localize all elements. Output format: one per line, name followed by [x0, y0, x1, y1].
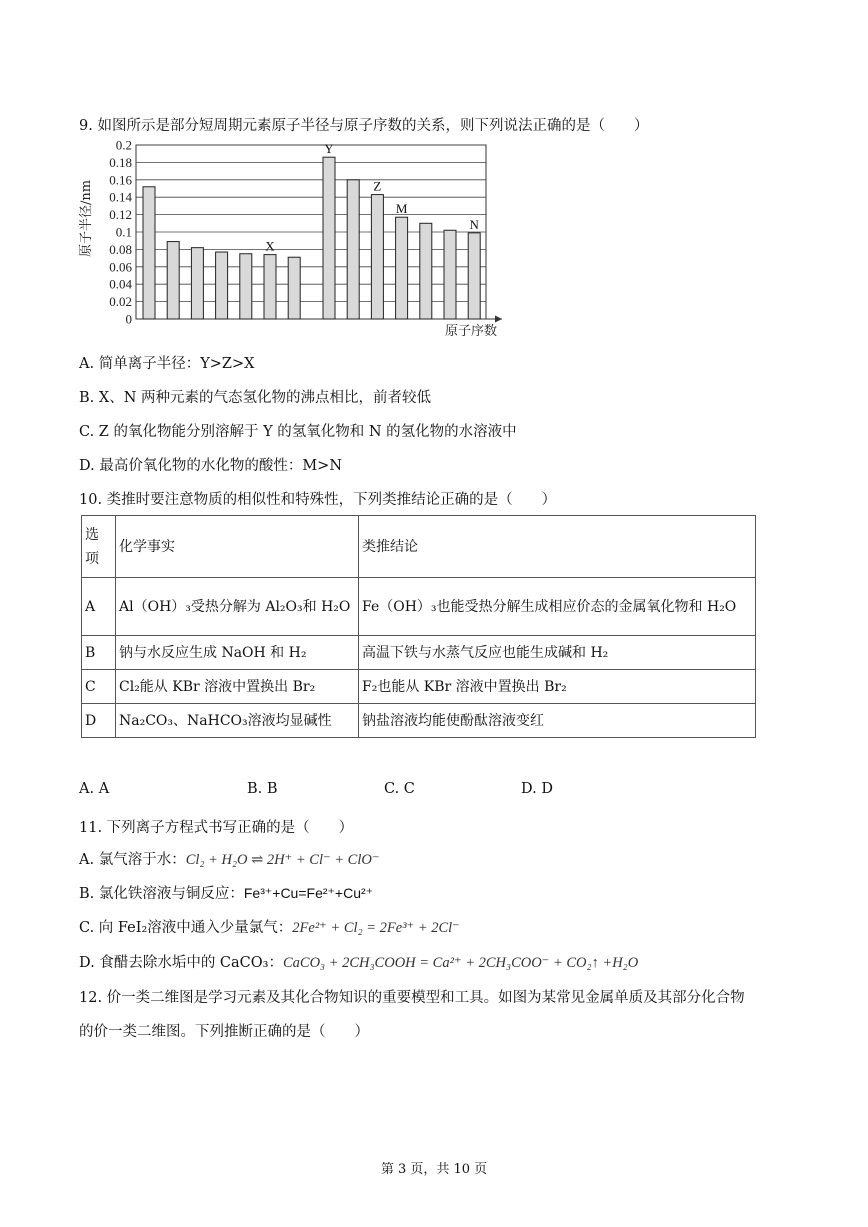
header-fact: 化学事实: [116, 516, 359, 578]
bar-label: M: [395, 201, 408, 217]
q9-option-d: D. 最高价氧化物的水化物的酸性：M>N: [79, 458, 343, 474]
q10-answer-a: A. A: [79, 781, 110, 797]
row-conclusion: F₂也能从 KBr 溶液中置换出 Br₂: [359, 670, 756, 704]
bar: [264, 255, 276, 319]
bar: [240, 254, 252, 319]
bar-label: Y: [324, 141, 334, 157]
q10-stem: 10. 类推时要注意物质的相似性和特殊性，下列类推结论正确的是（ ）: [79, 492, 557, 508]
q11-a-label: A. 氯气溶于水：: [79, 852, 186, 868]
q11-option-b: [79, 882, 373, 903]
q11-b-label: B. 氯化铁溶液与铜反应：: [79, 886, 244, 902]
page-footer: 第 3 页，共 10 页: [380, 1162, 488, 1177]
row-option: A: [82, 578, 116, 636]
row-option: D: [82, 704, 116, 738]
q9-stem: 9. 如图所示是部分短周期元素原子半径与原子序数的关系，则下列说法正确的是（ ）: [79, 118, 649, 134]
row-conclusion: 钠盐溶液均能使酚酞溶液变红: [359, 704, 756, 738]
bar-label: N: [469, 216, 479, 232]
bar: [347, 180, 359, 319]
q9-option-c: C. Z 的氧化物能分别溶解于 Y 的氢氧化物和 N 的氢化物的水溶液中: [79, 424, 517, 440]
bar: [191, 248, 203, 319]
bar: [420, 223, 432, 319]
row-option: C: [82, 670, 116, 704]
row-option: B: [82, 636, 116, 670]
q11-d-equation: CaCO₃ + 2CH₃COOH = Ca²⁺ + 2CH₃COO⁻ + CO₂↑ +H₂O: [282, 955, 639, 971]
bar: [468, 233, 480, 319]
table-row: [82, 636, 756, 670]
bar: [323, 157, 335, 319]
chart-svg: [70, 137, 520, 347]
x-axis-label: 原子序数: [445, 324, 498, 339]
table-row: [82, 704, 756, 738]
header-option: 选项: [82, 516, 116, 578]
q11-option-a: [79, 848, 380, 869]
q11-option-d: [79, 951, 638, 972]
row-fact: Na₂CO₃、NaHCO₃溶液均显碱性: [116, 704, 359, 738]
bar-label: X: [265, 238, 275, 254]
q11-b-equation: Fe³⁺+Cu=Fe²⁺+Cu²⁺: [243, 885, 374, 901]
y-tick-label: 0.02: [109, 294, 132, 310]
y-tick-label: 0.1: [115, 224, 132, 240]
table-header-row: [82, 516, 756, 578]
bar: [167, 242, 179, 319]
q10-answer-d: D. D: [521, 781, 553, 797]
bar: [216, 252, 228, 319]
y-tick-label: 0.06: [109, 259, 132, 275]
table-row: [82, 578, 756, 636]
y-tick-label: 0.14: [109, 189, 132, 205]
q11-a-equation: Cl₂ + H₂O ⇌ 2H⁺ + Cl⁻ + ClO⁻: [185, 852, 380, 868]
y-tick-label: 0.12: [109, 207, 132, 223]
row-fact: 钠与水反应生成 NaOH 和 H₂: [116, 636, 359, 670]
atomic-radius-chart: [70, 137, 520, 347]
row-fact: Al（OH）₃受热分解为 Al₂O₃和 H₂O: [116, 578, 359, 636]
bar-label: Z: [373, 178, 382, 194]
q11-d-label: D. 食醋去除水垢中的 CaCO₃：: [79, 955, 283, 971]
bar: [396, 217, 408, 319]
y-tick-label: 0.04: [109, 276, 132, 292]
header-conclusion: 类推结论: [359, 516, 756, 578]
q9-option-a: A. 简单离子半径：Y>Z>X: [79, 356, 255, 372]
q9-option-b: B. X、N 两种元素的气态氢化物的沸点相比，前者较低: [79, 390, 431, 406]
q10-answer-c: C. C: [384, 781, 415, 797]
table-row: [82, 670, 756, 704]
q12-line-2: 的价一类二维图。下列推断正确的是（ ）: [79, 1024, 369, 1040]
row-fact: Cl₂能从 KBr 溶液中置换出 Br₂: [116, 670, 359, 704]
q11-c-label: C. 向 FeI₂溶液中通入少量氯气：: [79, 920, 293, 936]
row-conclusion: Fe（OH）₃也能受热分解生成相应价态的金属氧化物和 H₂O: [359, 578, 756, 636]
q10-answer-b: B. B: [247, 781, 278, 797]
y-tick-label: 0.2: [115, 137, 132, 153]
q11-stem: 11. 下列离子方程式书写正确的是（ ）: [79, 820, 354, 836]
bar: [444, 230, 456, 319]
y-tick-label: 0.16: [109, 172, 132, 188]
bar: [288, 257, 300, 319]
q11-c-equation: 2Fe²⁺ + Cl₂ = 2Fe³⁺ + 2Cl⁻: [292, 920, 460, 936]
y-tick-label: 0.18: [109, 154, 132, 170]
bar: [371, 195, 383, 319]
q10-table: [81, 515, 756, 738]
bar: [143, 187, 155, 319]
x-axis-arrow: [495, 316, 502, 323]
y-axis-label: 原子半径/nm: [79, 179, 94, 257]
q12-line-1: 12. 价一类二维图是学习元素及其化合物知识的重要模型和工具。如图为某常见金属单质及其部分化合物: [79, 990, 745, 1006]
y-tick-label: 0: [125, 311, 132, 327]
y-tick-label: 0.08: [109, 241, 132, 257]
row-conclusion: 高温下铁与水蒸气反应也能生成碱和 H₂: [359, 636, 756, 670]
q11-option-c: [79, 916, 460, 937]
